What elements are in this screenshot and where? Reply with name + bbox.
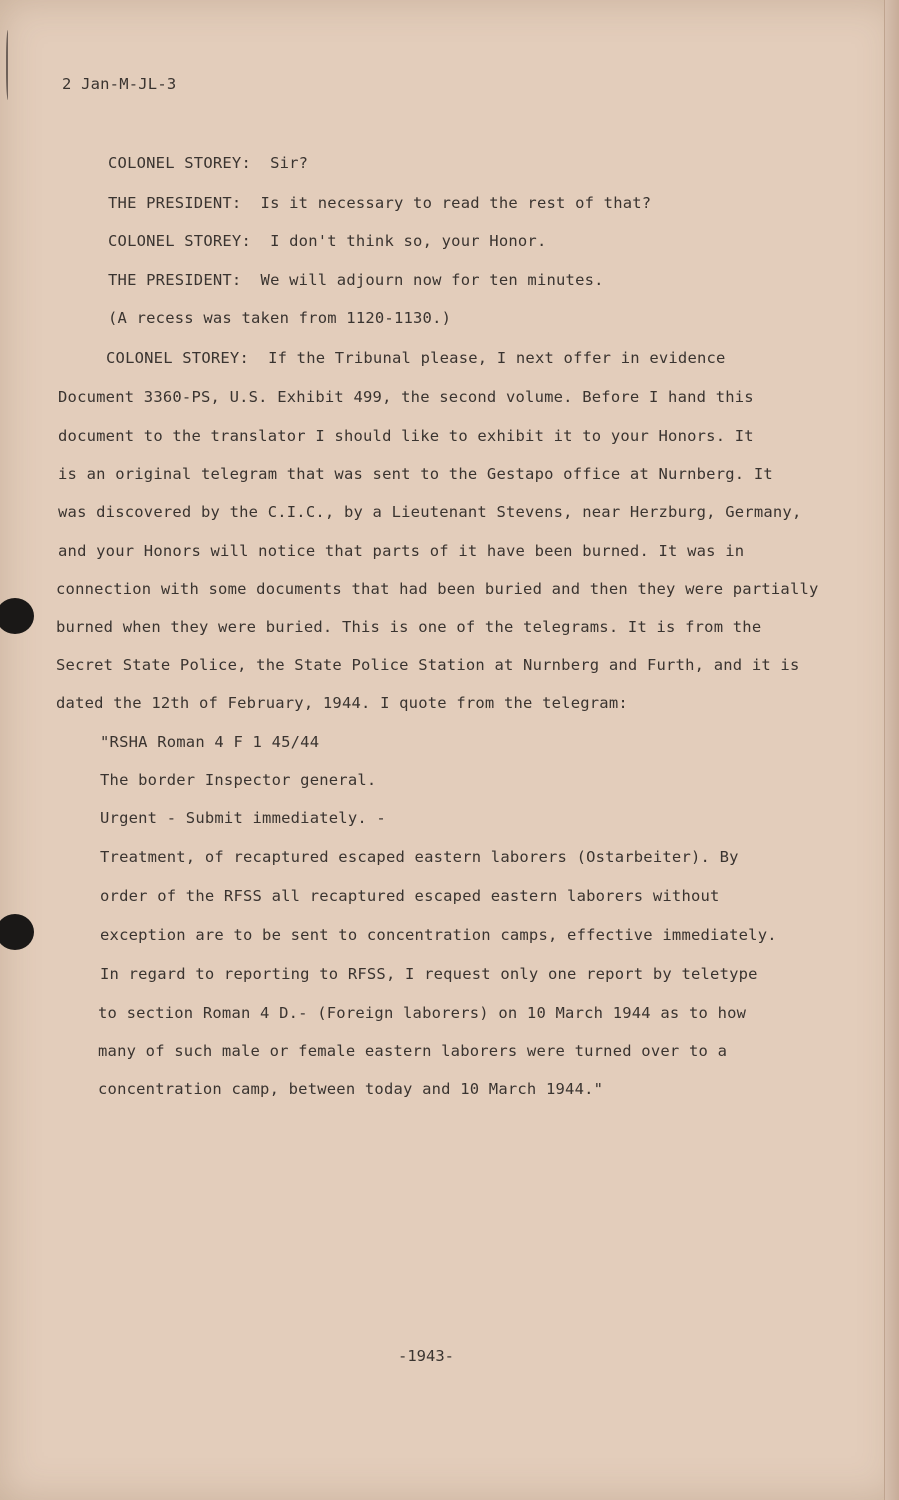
transcript-line <box>108 232 546 250</box>
spoken-text: We will adjourn now for ten minutes. <box>260 271 604 289</box>
transcript-line <box>108 154 308 172</box>
statement-line: Secret State Police, the State Police Station at Nurnberg and Furth, and it is <box>56 656 800 674</box>
statement-line: and your Honors will notice that parts of it have been burned. It was in <box>58 542 745 560</box>
recess-note: (A recess was taken from 1120-1130.) <box>108 309 452 327</box>
punch-hole <box>0 914 34 950</box>
telegram-line: "RSHA Roman 4 F 1 45/44 <box>100 733 320 751</box>
speaker-label: COLONEL STOREY: <box>106 349 249 367</box>
transcript-line <box>108 194 651 212</box>
transcript-line <box>106 349 726 367</box>
spoken-text: Sir? <box>270 154 309 172</box>
statement-line: dated the 12th of February, 1944. I quote from the telegram: <box>56 694 628 712</box>
speaker-label: THE PRESIDENT: <box>108 271 242 289</box>
telegram-line: order of the RFSS all recaptured escaped eastern laborers without <box>100 887 720 905</box>
telegram-line: In regard to reporting to RFSS, I request only one report by teletype <box>100 965 758 983</box>
spoken-text: Is it necessary to read the rest of that? <box>260 194 652 212</box>
statement-line: document to the translator I should like to exhibit it to your Honors. It <box>58 427 754 445</box>
statement-line: burned when they were buried. This is one of the telegrams. It is from the <box>56 618 762 636</box>
statement-line: connection with some documents that had been buried and then they were partially <box>56 580 819 598</box>
statement-line: was discovered by the C.I.C., by a Lieutenant Stevens, near Herzburg, Germany, <box>58 503 802 521</box>
telegram-line: to section Roman 4 D.- (Foreign laborers) on 10 March 1944 as to how <box>98 1004 747 1022</box>
speaker-label: THE PRESIDENT: <box>108 194 242 212</box>
document-code: 2 Jan-M-JL-3 <box>62 75 177 93</box>
telegram-line: concentration camp, between today and 10 March 1944." <box>98 1080 604 1098</box>
punch-hole <box>0 598 34 634</box>
margin-mark <box>6 30 11 100</box>
telegram-line: Treatment, of recaptured escaped eastern laborers (Ostarbeiter). By <box>100 848 739 866</box>
telegram-line: exception are to be sent to concentration camps, effective immediately. <box>100 926 777 944</box>
telegram-line: Urgent - Submit immediately. - <box>100 809 386 827</box>
statement-line: Document 3360-PS, U.S. Exhibit 499, the second volume. Before I hand this <box>58 388 754 406</box>
spoken-text: If the Tribunal please, I next offer in evidence <box>268 349 726 367</box>
speaker-label: COLONEL STOREY: <box>108 154 251 172</box>
spoken-text: I don't think so, your Honor. <box>270 232 547 250</box>
page-edge <box>884 0 899 1500</box>
page-number: -1943- <box>398 1347 454 1365</box>
telegram-line: many of such male or female eastern laborers were turned over to a <box>98 1042 728 1060</box>
speaker-label: COLONEL STOREY: <box>108 232 251 250</box>
telegram-line: The border Inspector general. <box>100 771 377 789</box>
transcript-line <box>108 271 604 289</box>
statement-line: is an original telegram that was sent to the Gestapo office at Nurnberg. It <box>58 465 773 483</box>
